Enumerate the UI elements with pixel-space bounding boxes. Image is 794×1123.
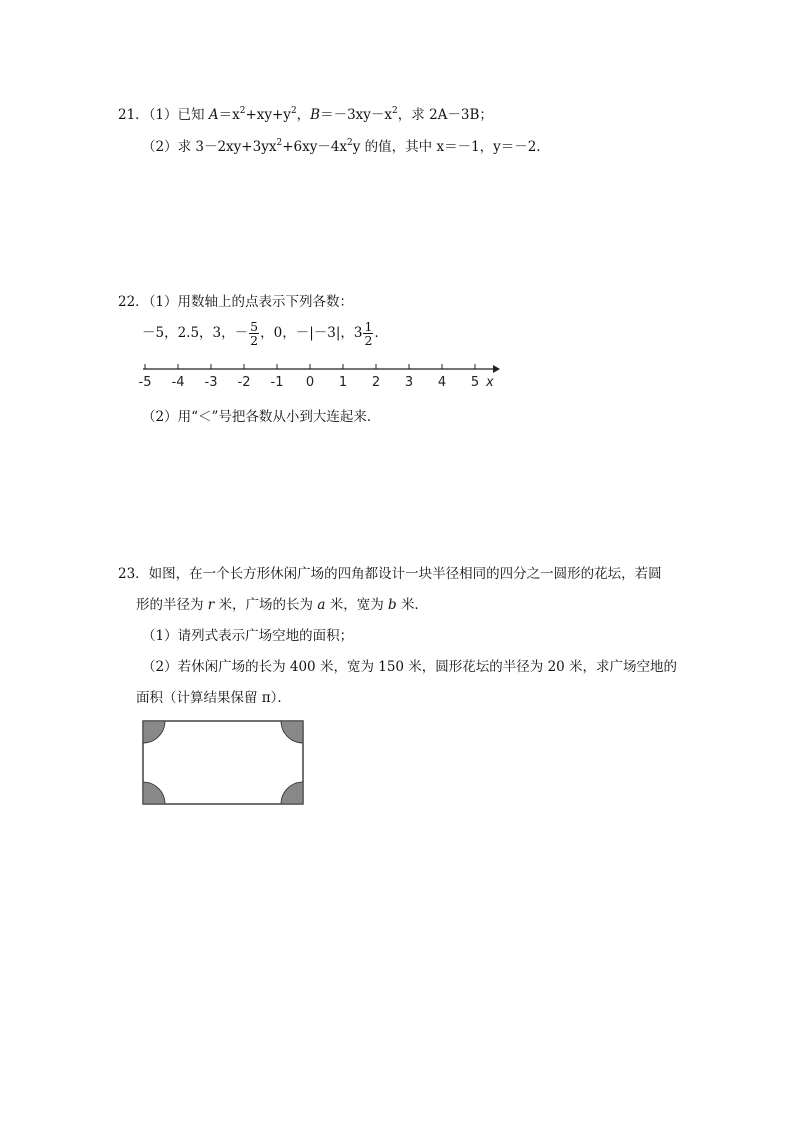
tick-label: 3	[404, 375, 414, 390]
q21-part2-a: （2）求 3－2xy+3yx	[142, 139, 277, 155]
tick-label: 5	[470, 375, 480, 390]
q21-part2-c: y 的值，其中 x＝－1，y＝－2．	[352, 139, 550, 155]
q21-a-label: A	[208, 107, 219, 123]
q21-b-exp: 2	[392, 106, 398, 116]
q21-a-exp2: 2	[290, 106, 297, 116]
q22-numbers	[142, 320, 388, 347]
tick-label: 1	[338, 375, 348, 390]
q21-sep: ，	[296, 107, 311, 123]
tick-label: -5	[138, 375, 152, 390]
q22-nums-end: ．	[374, 325, 388, 342]
tick-label: 2	[371, 375, 381, 390]
number-line-ticks	[139, 364, 480, 390]
q22-frac1-den: 2	[250, 333, 259, 349]
q21-b-label: B	[310, 107, 321, 123]
q22-part1-text: （1）用数轴上的点表示下列各数：	[148, 294, 354, 310]
q21-part1-prefix: （1）已知	[148, 107, 209, 123]
q22-fraction-1-2	[363, 320, 373, 347]
q21-part2-b: +6xy－4x	[282, 139, 348, 155]
q22-part2: （2）用“＜”号把各数从小到大连起来．	[142, 409, 381, 425]
tick-label: -3	[204, 375, 218, 390]
q22-number: 22．	[118, 294, 149, 310]
q21-part1	[118, 103, 493, 123]
q21-a-expr-b: +xy+y	[245, 107, 291, 123]
q21-part2-exp2: 2	[347, 138, 353, 148]
plaza-rectangle	[143, 721, 303, 804]
q22-nums-b: ，0，－|－3|，3	[260, 325, 363, 342]
tick-label: -4	[171, 375, 185, 390]
q21-number: 21．	[118, 107, 149, 123]
q22-frac2-num: 1	[364, 319, 373, 334]
tick-label: -1	[270, 375, 284, 390]
q21-a-exp1: 2	[239, 106, 246, 116]
q22-frac2-den: 2	[364, 333, 373, 349]
q22-fraction-5-2	[249, 320, 259, 347]
tick-label: -2	[237, 375, 251, 390]
q22-part1	[118, 290, 353, 310]
q23-part2-line1: （2）若休闲广场的长为 400 米，宽为 150 米，圆形花坛的半径为 20 米，求广场空地的	[142, 659, 678, 675]
number-line-arrow	[493, 365, 500, 373]
q22-nums-a: －5，2.5，3，－	[142, 325, 249, 342]
tick-label: 4	[437, 375, 447, 390]
q21-ask: ，求 2A－3B；	[397, 107, 493, 123]
q21-b-expr: ＝－3xy－x	[320, 107, 393, 123]
q21-a-expr-a: ＝x	[218, 107, 240, 123]
q21-part2-exp1: 2	[276, 138, 283, 148]
plaza-figure	[138, 716, 308, 811]
q21-part2	[142, 135, 550, 155]
q23-line2: 形的半径为 r 米，广场的长为 a 米，宽为 b 米．	[136, 597, 428, 613]
q23-part1: （1）请列式表示广场空地的面积；	[142, 628, 354, 644]
q22-frac1-num: 5	[250, 319, 259, 334]
number-line	[136, 360, 516, 400]
number-line-var: x	[486, 375, 494, 390]
tick-label: 0	[305, 375, 315, 390]
q23-line1: 23．如图，在一个长方形休闲广场的四角都设计一块半径相同的四分之一圆形的花坛，若圆	[118, 566, 662, 582]
q23-part2-line2: 面积（计算结果保留 π）．	[136, 690, 291, 706]
